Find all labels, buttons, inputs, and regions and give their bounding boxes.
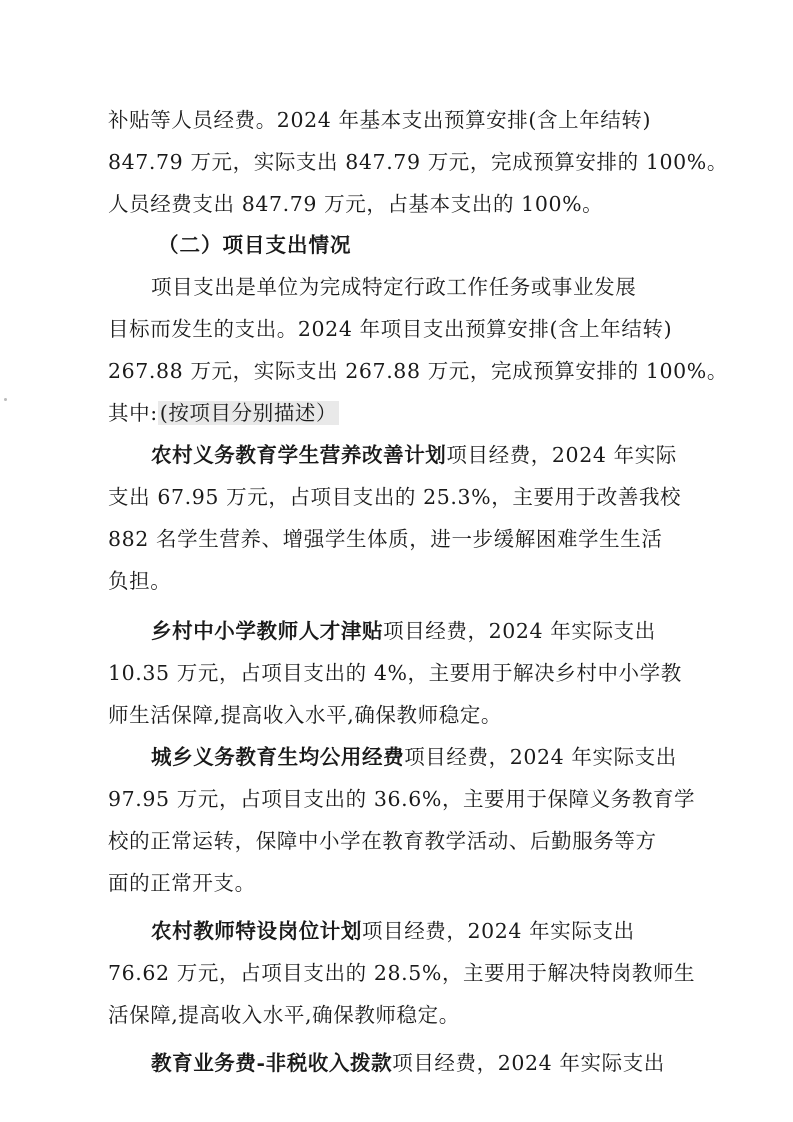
highlighted-note: (按项目分别描述）	[159, 401, 338, 425]
project-name: 农村教师特设岗位计划	[151, 919, 362, 943]
project-name: 教育业务费-非税收入拨款	[151, 1051, 393, 1075]
paragraph-line: 项目支出是单位为完成特定行政工作任务或事业发展	[151, 275, 637, 299]
paragraph-line: 76.62 万元，占项目支出的 28.5%，主要用于解决特岗教师生	[108, 961, 696, 985]
text-span: 项目经费，2024 年实际支出	[383, 619, 656, 643]
paragraph-line	[151, 441, 677, 469]
paragraph-line	[151, 917, 635, 945]
project-name: 城乡义务教育生均公用经费	[151, 745, 405, 769]
paragraph-line: 目标而发生的支出。2024 年项目支出预算安排(含上年结转)	[108, 317, 673, 341]
paragraph-line: 847.79 万元，实际支出 847.79 万元，完成预算安排的 100%。	[108, 150, 728, 174]
text-span: 项目经费，2024 年实际支出	[362, 919, 635, 943]
paragraph-line: 267.88 万元，实际支出 267.88 万元，完成预算安排的 100%。	[108, 359, 728, 383]
project-name: 乡村中小学教师人才津贴	[151, 619, 384, 643]
paragraph-line	[108, 399, 339, 427]
paragraph-line: 支出 67.95 万元，占项目支出的 25.3%，主要用于改善我校	[108, 485, 682, 509]
paragraph-line: 10.35 万元，占项目支出的 4%，主要用于解决乡村中小学教	[108, 661, 682, 685]
scan-speck	[4, 398, 7, 401]
paragraph-line: 补贴等人员经费。2024 年基本支出预算安排(含上年结转)	[108, 108, 652, 132]
project-name: 农村义务教育学生营养改善计划	[151, 443, 447, 467]
paragraph-line: 负担。	[108, 569, 172, 593]
text-span: 项目经费，2024 年实际支出	[392, 1051, 665, 1075]
paragraph-line	[151, 743, 677, 771]
paragraph-line	[151, 1049, 665, 1077]
paragraph-line: 师生活保障,提高收入水平,确保教师稳定。	[108, 703, 503, 727]
section-heading: （二）项目支出情况	[158, 233, 352, 257]
text-span: 项目经费，2024 年实际支出	[404, 745, 677, 769]
paragraph-line: 人员经费支出 847.79 万元，占基本支出的 100%。	[108, 192, 604, 216]
prefix-text: 其中:	[108, 401, 158, 425]
text-span: 项目经费，2024 年实际	[446, 443, 677, 467]
paragraph-line	[151, 617, 656, 645]
paragraph-line: 校的正常运转，保障中小学在教育教学活动、后勤服务等方	[108, 829, 657, 853]
paragraph-line: 97.95 万元，占项目支出的 36.6%，主要用于保障义务教育学	[108, 787, 696, 811]
paragraph-line: 面的正常开支。	[108, 871, 256, 895]
paragraph-line: 活保障,提高收入水平,确保教师稳定。	[108, 1003, 460, 1027]
paragraph-line: 882 名学生营养、增强学生体质，进一步缓解困难学生生活	[108, 527, 663, 551]
